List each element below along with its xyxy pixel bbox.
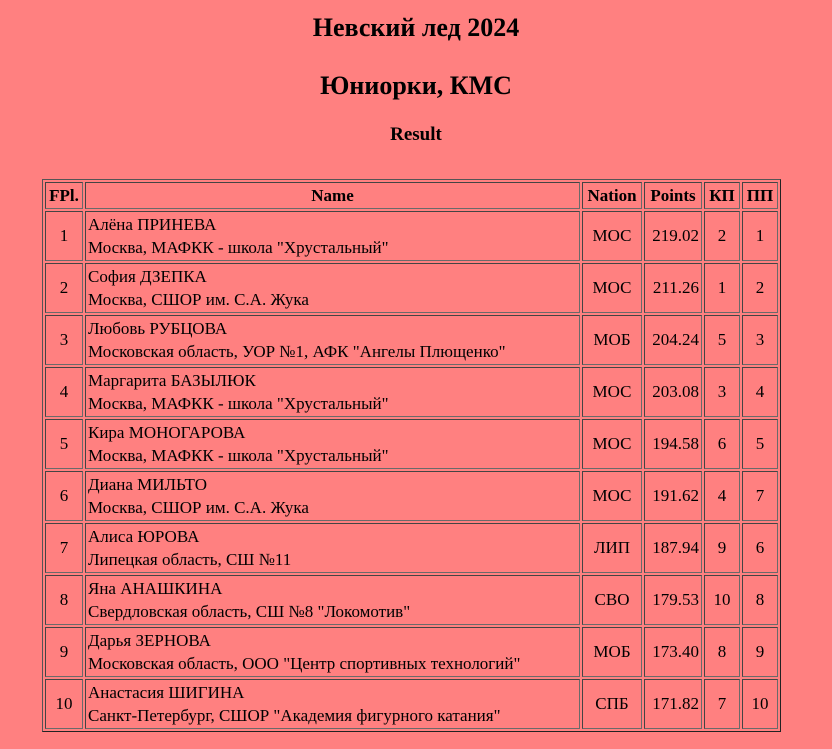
fs-place-cell: 10 — [742, 679, 778, 729]
place-cell: 9 — [45, 627, 83, 677]
fs-place-cell: 6 — [742, 523, 778, 573]
header-sp: КП — [704, 182, 740, 209]
sp-place-cell: 2 — [704, 211, 740, 261]
nation-cell: МОС — [582, 471, 642, 521]
fs-place-cell: 2 — [742, 263, 778, 313]
athlete-name: Диана МИЛЬТО — [88, 475, 207, 494]
sp-place-cell: 3 — [704, 367, 740, 417]
nation-cell: МОБ — [582, 627, 642, 677]
nation-cell: ЛИП — [582, 523, 642, 573]
name-cell — [85, 523, 580, 573]
place-cell: 3 — [45, 315, 83, 365]
place-cell: 2 — [45, 263, 83, 313]
table-row — [45, 367, 778, 417]
sp-place-cell: 10 — [704, 575, 740, 625]
table-row — [45, 523, 778, 573]
name-cell — [85, 575, 580, 625]
points-cell: 194.58 — [644, 419, 702, 469]
place-cell: 4 — [45, 367, 83, 417]
athlete-name: Кира МОНОГАРОВА — [88, 423, 246, 442]
athlete-name: София ДЗЕПКА — [88, 267, 207, 286]
athlete-name: Яна АНАШКИНА — [88, 579, 223, 598]
club-name: Московская область, ООО "Центр спортивных технологий" — [88, 654, 521, 673]
place-cell: 5 — [45, 419, 83, 469]
category-title: Юниорки, КМС — [320, 71, 512, 100]
club-name: Москва, СШОР им. С.А. Жука — [88, 498, 309, 517]
table-row — [45, 419, 778, 469]
name-cell — [85, 419, 580, 469]
points-cell: 191.62 — [644, 471, 702, 521]
sp-place-cell: 4 — [704, 471, 740, 521]
club-name: Липецкая область, СШ №11 — [88, 550, 292, 569]
athlete-name: Любовь РУБЦОВА — [88, 319, 228, 338]
name-cell — [85, 315, 580, 365]
name-cell — [85, 679, 580, 729]
name-cell — [85, 471, 580, 521]
header-name: Name — [85, 182, 580, 209]
nation-cell: СПБ — [582, 679, 642, 729]
athlete-name: Алиса ЮРОВА — [88, 527, 200, 546]
event-title: Невский лед 2024 — [312, 13, 520, 42]
athlete-name: Дарья ЗЕРНОВА — [88, 631, 211, 650]
points-cell: 173.40 — [644, 627, 702, 677]
name-cell — [85, 627, 580, 677]
points-cell: 211.26 — [644, 263, 702, 313]
section-title: Result — [390, 124, 442, 145]
sp-place-cell: 6 — [704, 419, 740, 469]
fs-place-cell: 1 — [742, 211, 778, 261]
header-fs: ПП — [742, 182, 778, 209]
club-name: Москва, МАФКК - школа "Хрустальный" — [88, 446, 389, 465]
results-body — [45, 211, 778, 729]
fs-place-cell: 3 — [742, 315, 778, 365]
sp-place-cell: 1 — [704, 263, 740, 313]
fs-place-cell: 7 — [742, 471, 778, 521]
place-cell: 10 — [45, 679, 83, 729]
place-cell: 6 — [45, 471, 83, 521]
club-name: Москва, СШОР им. С.А. Жука — [88, 290, 309, 309]
fs-place-cell: 8 — [742, 575, 778, 625]
fs-place-cell: 5 — [742, 419, 778, 469]
points-cell: 171.82 — [644, 679, 702, 729]
club-name: Москва, МАФКК - школа "Хрустальный" — [88, 238, 389, 257]
points-cell: 219.02 — [644, 211, 702, 261]
results-table — [42, 179, 781, 732]
nation-cell: МОС — [582, 211, 642, 261]
table-row — [45, 575, 778, 625]
name-cell — [85, 263, 580, 313]
fs-place-cell: 4 — [742, 367, 778, 417]
athlete-name: Алёна ПРИНЕВА — [88, 215, 217, 234]
athlete-name: Маргарита БАЗЫЛЮК — [88, 371, 256, 390]
header-points: Points — [644, 182, 702, 209]
table-row — [45, 679, 778, 729]
name-cell — [85, 211, 580, 261]
athlete-name: Анастасия ШИГИНА — [88, 683, 245, 702]
sp-place-cell: 9 — [704, 523, 740, 573]
header-nation: Nation — [582, 182, 642, 209]
table-row — [45, 471, 778, 521]
nation-cell: МОС — [582, 367, 642, 417]
points-cell: 204.24 — [644, 315, 702, 365]
sp-place-cell: 5 — [704, 315, 740, 365]
club-name: Москва, МАФКК - школа "Хрустальный" — [88, 394, 389, 413]
table-row — [45, 627, 778, 677]
table-row — [45, 315, 778, 365]
sp-place-cell: 7 — [704, 679, 740, 729]
points-cell: 203.08 — [644, 367, 702, 417]
place-cell: 8 — [45, 575, 83, 625]
nation-cell: МОС — [582, 419, 642, 469]
points-cell: 187.94 — [644, 523, 702, 573]
club-name: Санкт-Петербург, СШОР "Академия фигурного катания" — [88, 706, 501, 725]
table-row — [45, 211, 778, 261]
fs-place-cell: 9 — [742, 627, 778, 677]
club-name: Московская область, УОР №1, АФК "Ангелы Плющенко" — [88, 342, 506, 361]
name-cell — [85, 367, 580, 417]
place-cell: 7 — [45, 523, 83, 573]
header-row — [45, 182, 778, 209]
nation-cell: СВО — [582, 575, 642, 625]
table-row — [45, 263, 778, 313]
nation-cell: МОБ — [582, 315, 642, 365]
place-cell: 1 — [45, 211, 83, 261]
points-cell: 179.53 — [644, 575, 702, 625]
club-name: Свердловская область, СШ №8 "Локомотив" — [88, 602, 411, 621]
nation-cell: МОС — [582, 263, 642, 313]
sp-place-cell: 8 — [704, 627, 740, 677]
header-place: FPl. — [45, 182, 83, 209]
